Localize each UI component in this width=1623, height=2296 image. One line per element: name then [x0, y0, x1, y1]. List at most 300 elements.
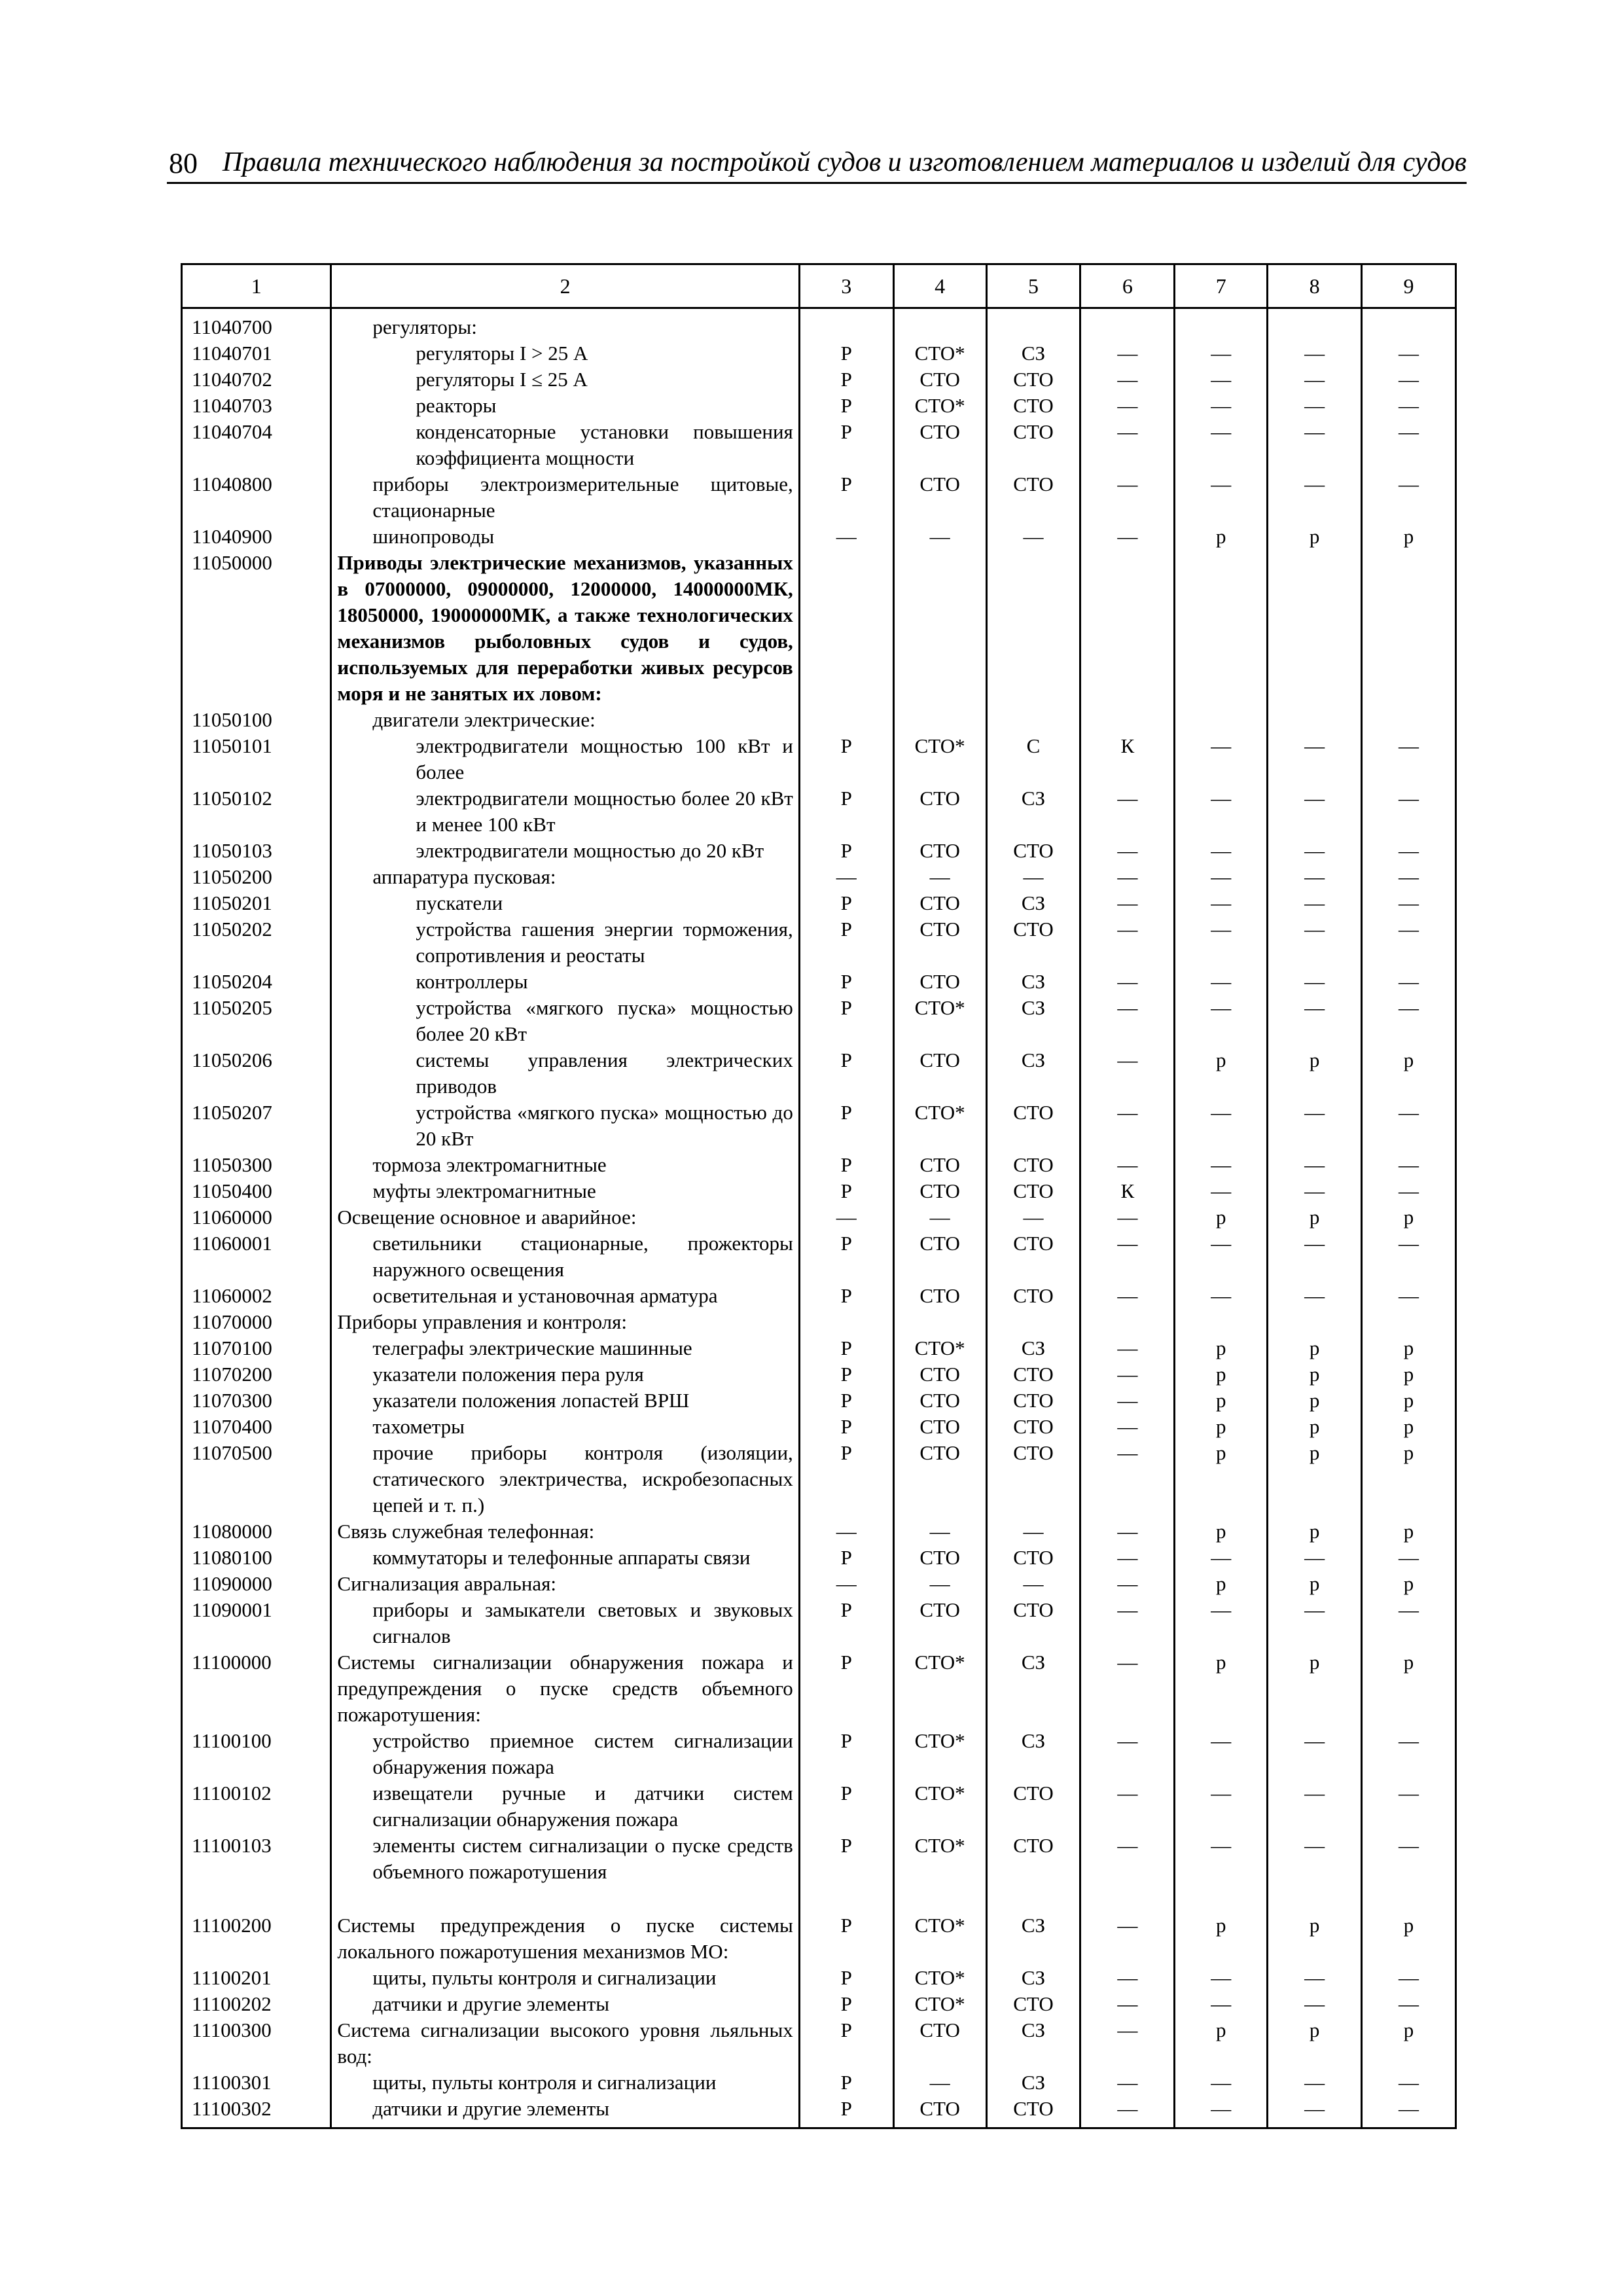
cell-col-9: —: [1362, 2096, 1456, 2128]
row-code: 11100000: [182, 1649, 331, 1728]
row-description: [331, 1283, 799, 1309]
row-code: 11070100: [182, 1335, 331, 1361]
cell-col-8: р: [1268, 1047, 1362, 1100]
cell-col-6: [1080, 550, 1175, 707]
row-description: [331, 1230, 799, 1283]
cell-col-3: Р: [799, 1440, 893, 1518]
cell-col-7: р: [1175, 1571, 1268, 1597]
table-row: [182, 1152, 1456, 1178]
cell-col-8: —: [1268, 2096, 1362, 2128]
cell-col-9: р: [1362, 1649, 1456, 1728]
cell-col-5: СЗ: [986, 890, 1080, 916]
cell-col-6: —: [1080, 1545, 1175, 1571]
cell-col-8: р: [1268, 1361, 1362, 1388]
cell-col-9: —: [1362, 419, 1456, 471]
table-row: [182, 393, 1456, 419]
column-header-1: 1: [182, 264, 331, 308]
cell-col-3: [799, 1309, 893, 1335]
row-code: 11080100: [182, 1545, 331, 1571]
cell-col-8: р: [1268, 1571, 1362, 1597]
cell-col-5: —: [986, 1204, 1080, 1230]
cell-col-6: [1080, 308, 1175, 341]
cell-col-8: —: [1268, 1283, 1362, 1309]
row-description-text: регуляторы:: [372, 315, 477, 338]
cell-col-5: СТО: [986, 1178, 1080, 1204]
table-row: [182, 524, 1456, 550]
row-description-text: датчики и другие элементы: [372, 2097, 610, 2120]
cell-col-6: —: [1080, 1335, 1175, 1361]
row-description: [331, 2017, 799, 2070]
row-code: 11060000: [182, 1204, 331, 1230]
cell-col-9: —: [1362, 471, 1456, 524]
cell-col-5: СТО: [986, 1414, 1080, 1440]
row-description: [331, 1047, 799, 1100]
cell-col-7: —: [1175, 1178, 1268, 1204]
cell-col-4: —: [893, 864, 986, 890]
row-code: 11050202: [182, 916, 331, 969]
cell-col-8: —: [1268, 2070, 1362, 2096]
table-row: [182, 707, 1456, 733]
row-code: 11040702: [182, 367, 331, 393]
cell-col-9: —: [1362, 838, 1456, 864]
cell-col-9: —: [1362, 1152, 1456, 1178]
cell-col-4: СТО*: [893, 1965, 986, 1991]
row-description: [331, 550, 799, 707]
cell-col-5: СТО: [986, 1545, 1080, 1571]
cell-col-8: —: [1268, 1152, 1362, 1178]
cell-col-5: СТО: [986, 916, 1080, 969]
cell-col-3: Р: [799, 916, 893, 969]
row-code: 11040700: [182, 308, 331, 341]
cell-col-7: —: [1175, 367, 1268, 393]
cell-col-8: —: [1268, 1780, 1362, 1833]
row-description: [331, 707, 799, 733]
cell-col-7: р: [1175, 1335, 1268, 1361]
table-row: [182, 1047, 1456, 1100]
cell-col-3: Р: [799, 1100, 893, 1152]
cell-col-4: СТО: [893, 838, 986, 864]
cell-col-4: СТО: [893, 969, 986, 995]
page-number: 80: [169, 147, 198, 179]
row-description-text: приборы и замыкатели световых и звуковых сигналов: [372, 1598, 793, 1647]
cell-col-5: СЗ: [986, 1965, 1080, 1991]
cell-col-9: —: [1362, 1100, 1456, 1152]
column-header-9: 9: [1362, 264, 1456, 308]
row-description: [331, 393, 799, 419]
row-code: 11070000: [182, 1309, 331, 1335]
cell-col-6: —: [1080, 367, 1175, 393]
row-description: [331, 524, 799, 550]
cell-col-8: [1268, 707, 1362, 733]
cell-col-3: Р: [799, 2096, 893, 2128]
table-row: [182, 1361, 1456, 1388]
cell-col-8: р: [1268, 1335, 1362, 1361]
row-code: 11100202: [182, 1991, 331, 2017]
cell-col-3: —: [799, 1518, 893, 1545]
cell-col-6: —: [1080, 785, 1175, 838]
cell-col-4: СТО: [893, 471, 986, 524]
cell-col-5: СЗ: [986, 1885, 1080, 1965]
cell-col-9: [1362, 707, 1456, 733]
cell-col-8: —: [1268, 1728, 1362, 1780]
table-row: [182, 1414, 1456, 1440]
row-description: [331, 1885, 799, 1965]
cell-col-3: [799, 308, 893, 341]
cell-col-5: СТО: [986, 367, 1080, 393]
row-description-text: конденсаторные установки повышения коэффициента мощности: [416, 420, 793, 469]
cell-col-3: Р: [799, 1728, 893, 1780]
row-description: [331, 785, 799, 838]
cell-col-5: СЗ: [986, 1047, 1080, 1100]
cell-col-5: СТО: [986, 471, 1080, 524]
cell-col-7: р: [1175, 1885, 1268, 1965]
column-header-4: 4: [893, 264, 986, 308]
cell-col-6: —: [1080, 916, 1175, 969]
row-code: 11100100: [182, 1728, 331, 1780]
cell-col-4: СТО: [893, 1597, 986, 1649]
cell-col-8: р: [1268, 1518, 1362, 1545]
cell-col-6: —: [1080, 471, 1175, 524]
cell-col-3: Р: [799, 1335, 893, 1361]
cell-col-6: —: [1080, 1597, 1175, 1649]
row-description-lead: Приводы: [337, 551, 423, 574]
cell-col-8: [1268, 550, 1362, 707]
cell-col-7: —: [1175, 1965, 1268, 1991]
table-row: [182, 1649, 1456, 1728]
cell-col-5: СТО: [986, 1388, 1080, 1414]
row-code: 11100102: [182, 1780, 331, 1833]
row-description: [331, 1388, 799, 1414]
cell-col-3: —: [799, 524, 893, 550]
cell-col-7: —: [1175, 340, 1268, 367]
cell-col-6: —: [1080, 995, 1175, 1047]
row-code: 11050100: [182, 707, 331, 733]
cell-col-9: —: [1362, 1283, 1456, 1309]
cell-col-4: СТО*: [893, 733, 986, 785]
column-header-5: 5: [986, 264, 1080, 308]
cell-col-5: СЗ: [986, 995, 1080, 1047]
row-description: [331, 1545, 799, 1571]
row-description-text: тахометры: [372, 1415, 465, 1438]
classification-table: [181, 263, 1457, 2129]
row-code: 11040703: [182, 393, 331, 419]
row-description-text: аппаратура пусковая:: [372, 865, 556, 888]
table-row: [182, 1780, 1456, 1833]
cell-col-4: СТО: [893, 1440, 986, 1518]
cell-col-8: —: [1268, 916, 1362, 969]
row-code: 11100302: [182, 2096, 331, 2128]
cell-col-6: —: [1080, 890, 1175, 916]
cell-col-5: СТО: [986, 1152, 1080, 1178]
cell-col-8: р: [1268, 524, 1362, 550]
cell-col-9: р: [1362, 1361, 1456, 1388]
cell-col-7: р: [1175, 1518, 1268, 1545]
cell-col-5: —: [986, 1518, 1080, 1545]
row-code: 11100200: [182, 1885, 331, 1965]
cell-col-7: —: [1175, 1991, 1268, 2017]
cell-col-4: СТО*: [893, 1728, 986, 1780]
cell-col-6: —: [1080, 419, 1175, 471]
cell-col-7: р: [1175, 524, 1268, 550]
row-description-text: контроллеры: [416, 970, 528, 993]
cell-col-8: —: [1268, 367, 1362, 393]
row-code: 11050101: [182, 733, 331, 785]
row-description-text: электродвигатели мощностью 100 кВт и более: [416, 734, 793, 783]
cell-col-8: —: [1268, 864, 1362, 890]
row-code: 11040900: [182, 524, 331, 550]
row-code: 11070200: [182, 1361, 331, 1388]
row-description-text: светильники стационарные, прожекторы наружного освещения: [372, 1232, 793, 1281]
page-header: [167, 143, 1467, 184]
cell-col-6: —: [1080, 864, 1175, 890]
cell-col-9: —: [1362, 393, 1456, 419]
cell-col-4: —: [893, 1571, 986, 1597]
row-code: 11100301: [182, 2070, 331, 2096]
cell-col-6: —: [1080, 1414, 1175, 1440]
row-code: 11100201: [182, 1965, 331, 1991]
cell-col-4: СТО*: [893, 1335, 986, 1361]
cell-col-3: Р: [799, 2017, 893, 2070]
cell-col-4: СТО*: [893, 340, 986, 367]
cell-col-7: р: [1175, 1204, 1268, 1230]
cell-col-4: СТО*: [893, 995, 986, 1047]
row-code: 11050205: [182, 995, 331, 1047]
cell-col-7: [1175, 550, 1268, 707]
row-description-text: извещатели ручные и датчики систем сигнализации обнаружения пожара: [372, 1782, 793, 1831]
cell-col-3: Р: [799, 419, 893, 471]
row-description: [331, 2070, 799, 2096]
cell-col-5: СТО: [986, 838, 1080, 864]
cell-col-7: р: [1175, 1649, 1268, 1728]
row-code: 11100103: [182, 1833, 331, 1885]
cell-col-9: [1362, 550, 1456, 707]
row-description-text: системы управления электрических приводов: [416, 1049, 793, 1098]
cell-col-7: —: [1175, 995, 1268, 1047]
cell-col-8: —: [1268, 1597, 1362, 1649]
row-description: [331, 340, 799, 367]
table-row: [182, 1991, 1456, 2017]
cell-col-6: К: [1080, 733, 1175, 785]
cell-col-3: Р: [799, 367, 893, 393]
cell-col-5: СТО: [986, 1833, 1080, 1885]
table-row: [182, 1283, 1456, 1309]
cell-col-3: Р: [799, 890, 893, 916]
row-description-text: щиты, пульты контроля и сигнализации: [372, 2071, 717, 2094]
cell-col-3: Р: [799, 1780, 893, 1833]
row-description: [331, 969, 799, 995]
cell-col-8: —: [1268, 890, 1362, 916]
cell-col-5: СТО: [986, 1597, 1080, 1649]
cell-col-9: —: [1362, 733, 1456, 785]
cell-col-6: —: [1080, 2017, 1175, 2070]
cell-col-9: —: [1362, 1178, 1456, 1204]
row-description-text: телеграфы электрические машинные: [372, 1336, 692, 1359]
row-description: [331, 1780, 799, 1833]
table-body: [182, 308, 1456, 2128]
column-header-6: 6: [1080, 264, 1175, 308]
row-code: 11050207: [182, 1100, 331, 1152]
table-row: [182, 1571, 1456, 1597]
cell-col-5: СЗ: [986, 2017, 1080, 2070]
cell-col-7: —: [1175, 864, 1268, 890]
table-row: [182, 1440, 1456, 1518]
row-code: 11090001: [182, 1597, 331, 1649]
cell-col-7: [1175, 707, 1268, 733]
row-description: [331, 2096, 799, 2128]
cell-col-5: СЗ: [986, 785, 1080, 838]
cell-col-4: СТО: [893, 1388, 986, 1414]
row-description: [331, 1833, 799, 1885]
row-description-text: щиты, пульты контроля и сигнализации: [372, 1966, 717, 1989]
cell-col-6: —: [1080, 1230, 1175, 1283]
cell-col-7: —: [1175, 1283, 1268, 1309]
cell-col-7: [1175, 308, 1268, 341]
cell-col-9: —: [1362, 1545, 1456, 1571]
row-code: 11050300: [182, 1152, 331, 1178]
row-description-text: регуляторы I ≤ 25 А: [416, 368, 588, 391]
cell-col-6: —: [1080, 1100, 1175, 1152]
cell-col-8: —: [1268, 1833, 1362, 1885]
cell-col-6: —: [1080, 340, 1175, 367]
row-description-text: муфты электромагнитные: [372, 1179, 596, 1202]
row-description-text: регуляторы I > 25 А: [416, 342, 588, 365]
table-row: [182, 1545, 1456, 1571]
cell-col-9: —: [1362, 340, 1456, 367]
row-code: 11050000: [182, 550, 331, 707]
row-description-text: датчики и другие элементы: [372, 1992, 610, 2015]
cell-col-5: —: [986, 864, 1080, 890]
row-description-text: устройства «мягкого пуска» мощностью более 20 кВт: [416, 996, 793, 1045]
cell-col-8: [1268, 308, 1362, 341]
cell-col-7: —: [1175, 785, 1268, 838]
cell-col-9: —: [1362, 916, 1456, 969]
cell-col-8: —: [1268, 838, 1362, 864]
cell-col-5: СТО: [986, 1440, 1080, 1518]
cell-col-4: [893, 550, 986, 707]
cell-col-9: р: [1362, 1047, 1456, 1100]
cell-col-7: —: [1175, 1230, 1268, 1283]
row-description-text: электродвигатели мощностью более 20 кВт и менее 100 кВт: [416, 787, 793, 836]
cell-col-4: СТО: [893, 367, 986, 393]
row-description: [331, 419, 799, 471]
row-description-text: указатели положения лопастей ВРШ: [372, 1389, 690, 1412]
row-code: 11040800: [182, 471, 331, 524]
cell-col-7: р: [1175, 1440, 1268, 1518]
row-description-text: Связь служебная телефонная:: [337, 1520, 595, 1543]
cell-col-7: —: [1175, 1833, 1268, 1885]
cell-col-9: —: [1362, 995, 1456, 1047]
cell-col-3: Р: [799, 1283, 893, 1309]
row-description-text: электрические механизмов, указанных в 07000000, 09000000, 12000000, 14000000МК, 18050000, 19000000МК, а также технологических механизмов рыболовных судов и судов, используемых для переработки живых ресурсов моря и не занятых их ловом:: [337, 551, 793, 705]
row-description-text: устройства «мягкого пуска» мощностью до 20 кВт: [416, 1101, 793, 1150]
table-row: [182, 1728, 1456, 1780]
cell-col-4: СТО: [893, 2096, 986, 2128]
row-code: 11040701: [182, 340, 331, 367]
cell-col-4: [893, 707, 986, 733]
row-description: [331, 1597, 799, 1649]
cell-col-3: Р: [799, 1991, 893, 2017]
cell-col-5: СТО: [986, 1780, 1080, 1833]
row-code: 11050201: [182, 890, 331, 916]
table-header-row: [182, 264, 1456, 308]
row-description: [331, 1100, 799, 1152]
cell-col-4: СТО: [893, 1047, 986, 1100]
cell-col-4: СТО*: [893, 1991, 986, 2017]
cell-col-9: р: [1362, 1518, 1456, 1545]
cell-col-4: СТО: [893, 1230, 986, 1283]
cell-col-9: р: [1362, 1204, 1456, 1230]
cell-col-5: СТО: [986, 1283, 1080, 1309]
column-header-3: 3: [799, 264, 893, 308]
cell-col-4: СТО: [893, 1283, 986, 1309]
cell-col-9: —: [1362, 890, 1456, 916]
row-description-text: осветительная и установочная арматура: [372, 1284, 718, 1307]
cell-col-6: —: [1080, 1204, 1175, 1230]
table-row: [182, 838, 1456, 864]
table-row: [182, 1597, 1456, 1649]
cell-col-4: [893, 308, 986, 341]
cell-col-4: СТО: [893, 419, 986, 471]
cell-col-6: —: [1080, 969, 1175, 995]
cell-col-3: —: [799, 1204, 893, 1230]
cell-col-5: СТО: [986, 2096, 1080, 2128]
table-row: [182, 733, 1456, 785]
cell-col-4: СТО*: [893, 1780, 986, 1833]
cell-col-3: [799, 707, 893, 733]
cell-col-3: Р: [799, 1178, 893, 1204]
table-row: [182, 1335, 1456, 1361]
cell-col-8: [1268, 1309, 1362, 1335]
cell-col-9: р: [1362, 1388, 1456, 1414]
cell-col-3: Р: [799, 1047, 893, 1100]
cell-col-3: Р: [799, 2070, 893, 2096]
table-row: [182, 419, 1456, 471]
cell-col-8: —: [1268, 340, 1362, 367]
row-description-text: устройство приемное систем сигнализации обнаружения пожара: [372, 1729, 793, 1778]
row-description-text: коммутаторы и телефонные аппараты связи: [372, 1546, 751, 1569]
row-description-text: Системы сигнализации обнаружения пожара и предупреждения о пуске средств объемного пожаротушения:: [337, 1651, 793, 1726]
cell-col-3: —: [799, 1571, 893, 1597]
row-description: [331, 1204, 799, 1230]
cell-col-4: СТО: [893, 1414, 986, 1440]
row-code: 11080000: [182, 1518, 331, 1545]
cell-col-4: СТО: [893, 1545, 986, 1571]
cell-col-4: СТО: [893, 1361, 986, 1388]
cell-col-6: —: [1080, 2070, 1175, 2096]
row-code: 11070500: [182, 1440, 331, 1518]
cell-col-7: —: [1175, 1100, 1268, 1152]
row-description-text: Системы предупреждения о пуске системы локального пожаротушения механизмов МО:: [337, 1914, 793, 1963]
cell-col-4: СТО: [893, 785, 986, 838]
cell-col-7: р: [1175, 1047, 1268, 1100]
cell-col-8: —: [1268, 393, 1362, 419]
cell-col-9: р: [1362, 1571, 1456, 1597]
cell-col-6: —: [1080, 1833, 1175, 1885]
row-description: [331, 1361, 799, 1388]
row-description-text: элементы систем сигнализации о пуске средств объемного пожаротушения: [372, 1834, 793, 1883]
table-row: [182, 2070, 1456, 2096]
cell-col-9: —: [1362, 367, 1456, 393]
cell-col-7: [1175, 1309, 1268, 1335]
row-description: [331, 995, 799, 1047]
column-header-2: 2: [331, 264, 799, 308]
cell-col-8: —: [1268, 419, 1362, 471]
table-row: [182, 2096, 1456, 2128]
cell-col-6: —: [1080, 1728, 1175, 1780]
row-description: [331, 890, 799, 916]
cell-col-7: —: [1175, 1780, 1268, 1833]
row-description: [331, 1178, 799, 1204]
